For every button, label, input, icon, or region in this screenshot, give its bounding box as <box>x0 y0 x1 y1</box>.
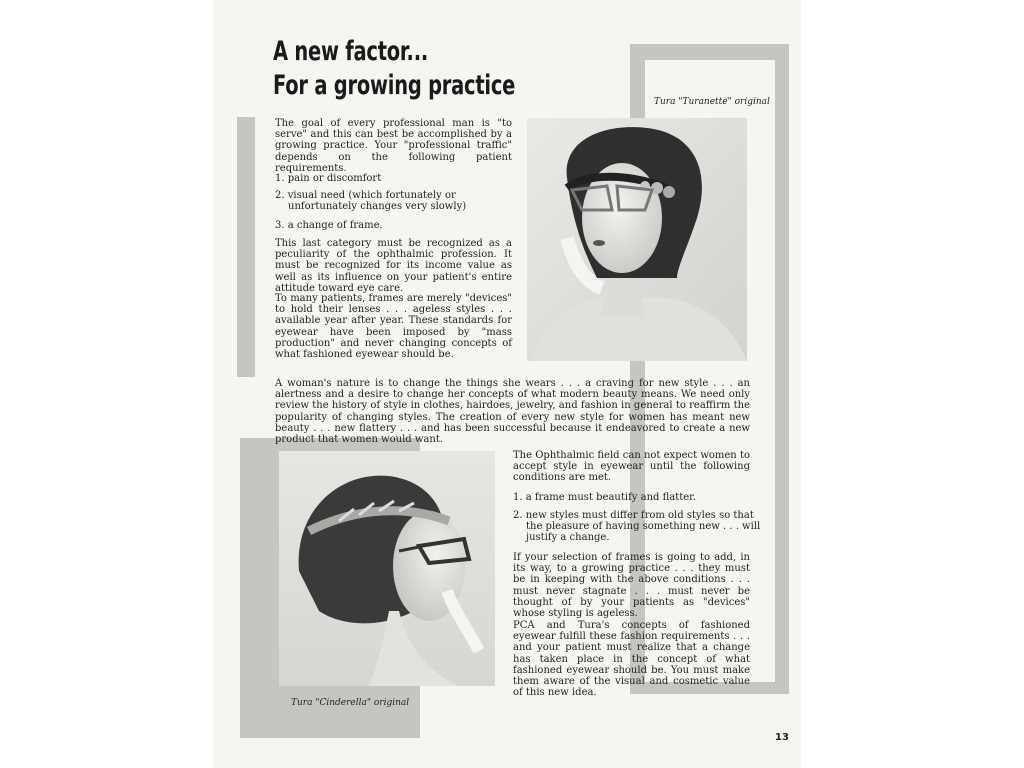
woman-nature-paragraph: A woman's nature is to change the things she wears . . . a craving for new style . . . an alertness and a desire to change her concepts of what modern beauty means. We need only review the history of style in clothes, hairdoes, jewelry, and fashion in general to reaffirm the popularity of changing styles. The creation of every new style for women has meant new beauty . . . new flattery . . . and has been successful because it endeavored to create a new product that women would want. <box>275 378 750 446</box>
requirement-item: 2. visual need (which fortunately or unfortunately changes very slowly) <box>275 190 467 213</box>
page-number: 13 <box>775 732 789 743</box>
photo-turanette <box>527 118 747 361</box>
photo-cinderella <box>279 451 495 686</box>
requirement-item: 1. pain or discomfort <box>275 173 382 184</box>
caption-turanette: Tura "Turanette" original <box>654 97 770 107</box>
pca-paragraph: PCA and Tura's concepts of fashioned eyewear fulfill these fashion requirements . . . and your patient must realize that a change has taken place in the concept of what fashioned eyewear should be. You must make them aware of the visual and cosmetic value of this new idea. <box>513 620 750 699</box>
page-title-line2: For a growing practice <box>273 70 516 101</box>
requirement-item: 3. a change of frame. <box>275 220 383 231</box>
selection-paragraph: If your selection of frames is going to add, in its way, to a growing practice . . . they must be in keeping with the above conditions . . . must never stagnate . . . must never be thought of by your patients as "devices" whose styling is ageless. <box>513 552 750 620</box>
condition-item: 2. new styles must differ from old styles so that the pleasure of having something new . . . will justify a change. <box>513 510 761 544</box>
frame-left <box>237 117 255 377</box>
caption-cinderella: Tura "Cinderella" original <box>291 698 410 708</box>
woman-portrait-glasses-icon <box>527 118 747 361</box>
condition-item: 1. a frame must beautify and flatter. <box>513 492 697 503</box>
page-title-line1: A new factor... <box>273 36 429 67</box>
category-paragraph: This last category must be recognized as a peculiarity of the ophthalmic profession. It must be recognized for its income value as well as its influence on your patient's entire attitude toward eye care. <box>275 238 512 294</box>
woman-profile-glasses-icon <box>279 451 495 686</box>
ophthalmic-field-paragraph: The Ophthalmic field can not expect women to accept style in eyewear until the following conditions are met. <box>513 450 750 484</box>
devices-paragraph: To many patients, frames are merely "devices" to hold their lenses . . . ageless styles . . . available year after year. These standards for eyewear have been imposed by "mass production" and never changing concepts of what fashioned eyewear should be. <box>275 293 512 361</box>
intro-paragraph: The goal of every professional man is "to serve" and this can best be accomplished by a growing practice. Your "professional traffic" depends on the following patient requirements. <box>275 118 512 174</box>
